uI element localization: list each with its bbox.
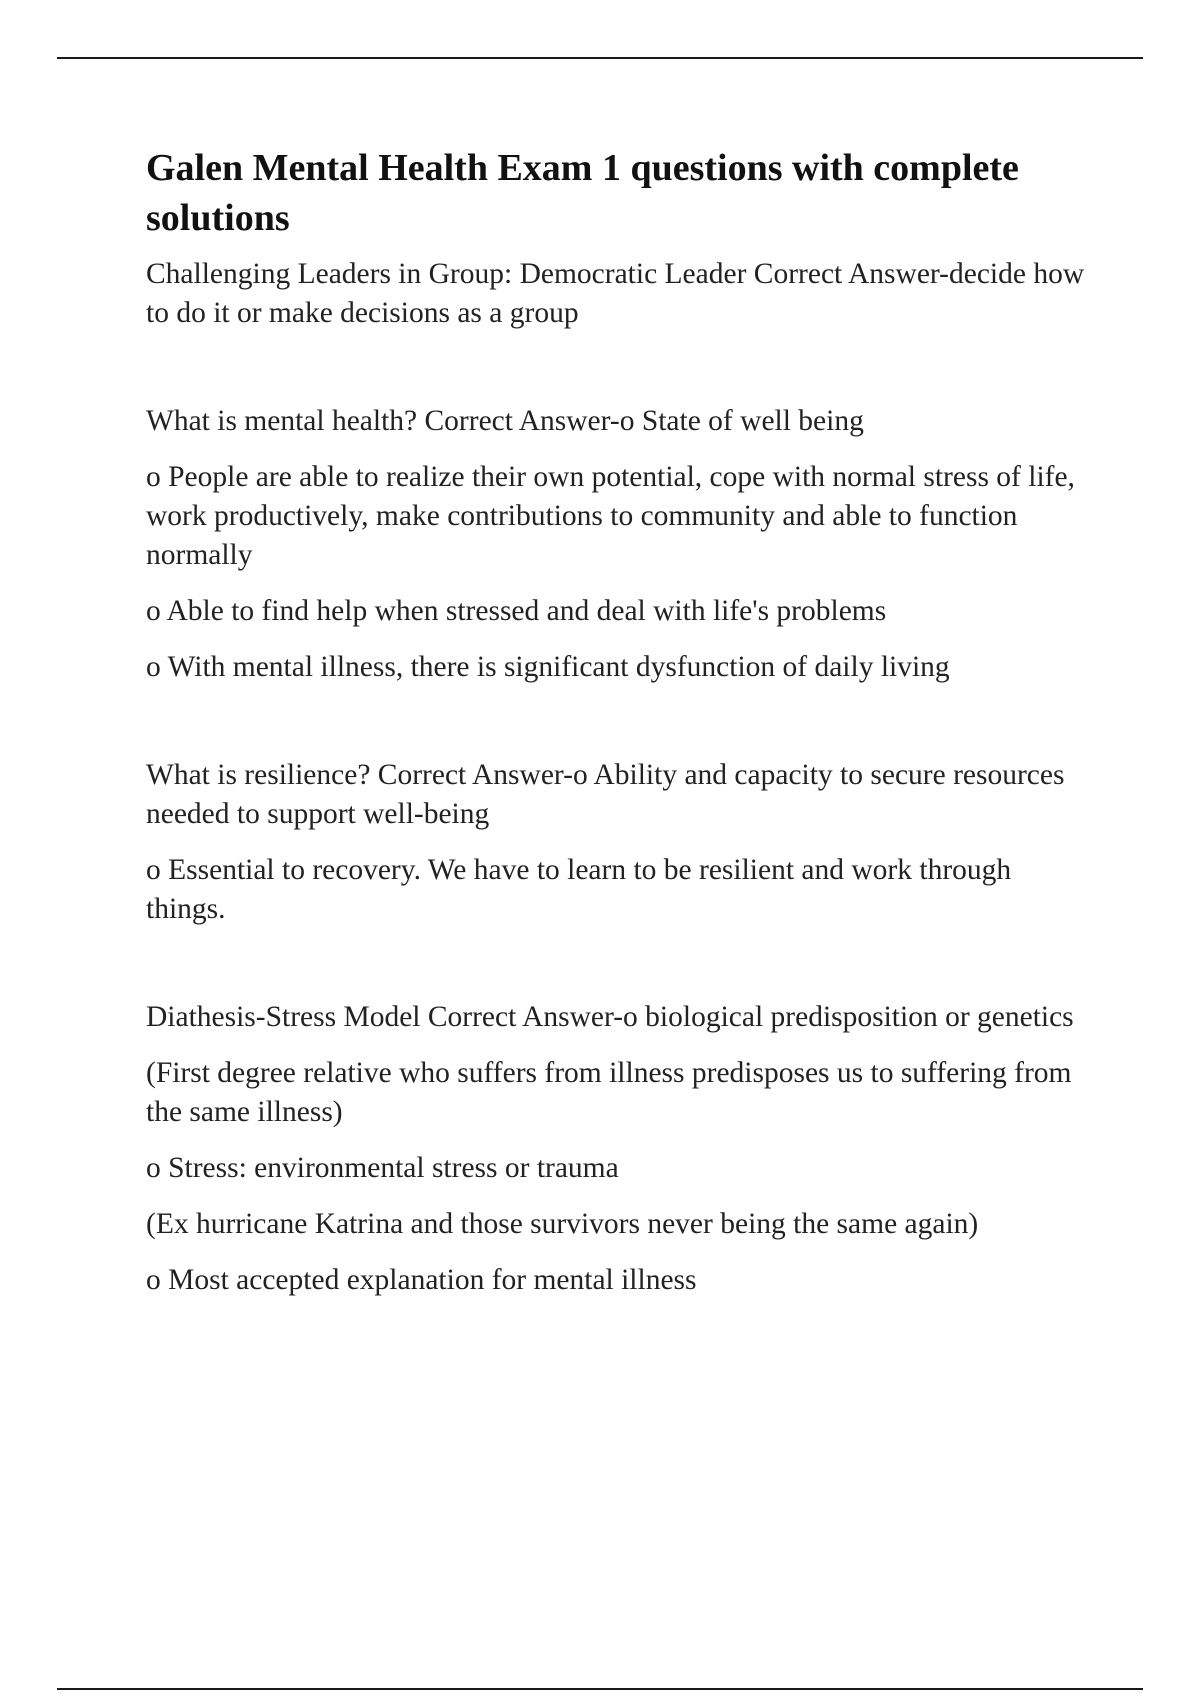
qa-paragraph: o People are able to realize their own potential, cope with normal stress of life, work productively, make contributions to community and able to function normally (146, 461, 1075, 571)
qa-paragraph: What is mental health? Correct Answer-o State of well being (146, 405, 864, 437)
qa-paragraph: (Ex hurricane Katrina and those survivors never being the same again) (146, 1208, 979, 1240)
section-gap (146, 946, 1096, 998)
bottom-horizontal-rule (57, 1688, 1143, 1690)
qa-paragraph: Challenging Leaders in Group: Democratic Leader Correct Answer-decide how to do it or make decisions as a group (146, 258, 1085, 329)
document-title: Galen Mental Health Exam 1 questions with complete solutions (146, 147, 1019, 239)
section-gap (146, 704, 1096, 756)
qa-paragraph: Diathesis-Stress Model Correct Answer-o biological predisposition or genetics (146, 1001, 1074, 1033)
top-horizontal-rule (57, 57, 1143, 59)
qa-paragraph: o Essential to recovery. We have to learn to be resilient and work through things. (146, 854, 1012, 925)
qa-paragraph: What is resilience? Correct Answer-o Ability and capacity to secure resources needed to support well-being (146, 759, 1065, 830)
qa-item-diathesis-stress (146, 998, 1096, 1300)
qa-paragraph: o Stress: environmental stress or trauma (146, 1152, 619, 1184)
document-body (146, 143, 1096, 1317)
qa-paragraph: o Able to find help when stressed and deal with life's problems (146, 595, 887, 627)
qa-item-democratic-leader (146, 255, 1096, 333)
qa-paragraph: (First degree relative who suffers from illness predisposes us to suffering from the same illness) (146, 1057, 1072, 1128)
qa-paragraph: o With mental illness, there is significant dysfunction of daily living (146, 651, 950, 683)
qa-item-resilience (146, 756, 1096, 929)
qa-paragraph: o Most accepted explanation for mental illness (146, 1264, 697, 1296)
section-gap (146, 350, 1096, 402)
qa-item-mental-health (146, 402, 1096, 687)
